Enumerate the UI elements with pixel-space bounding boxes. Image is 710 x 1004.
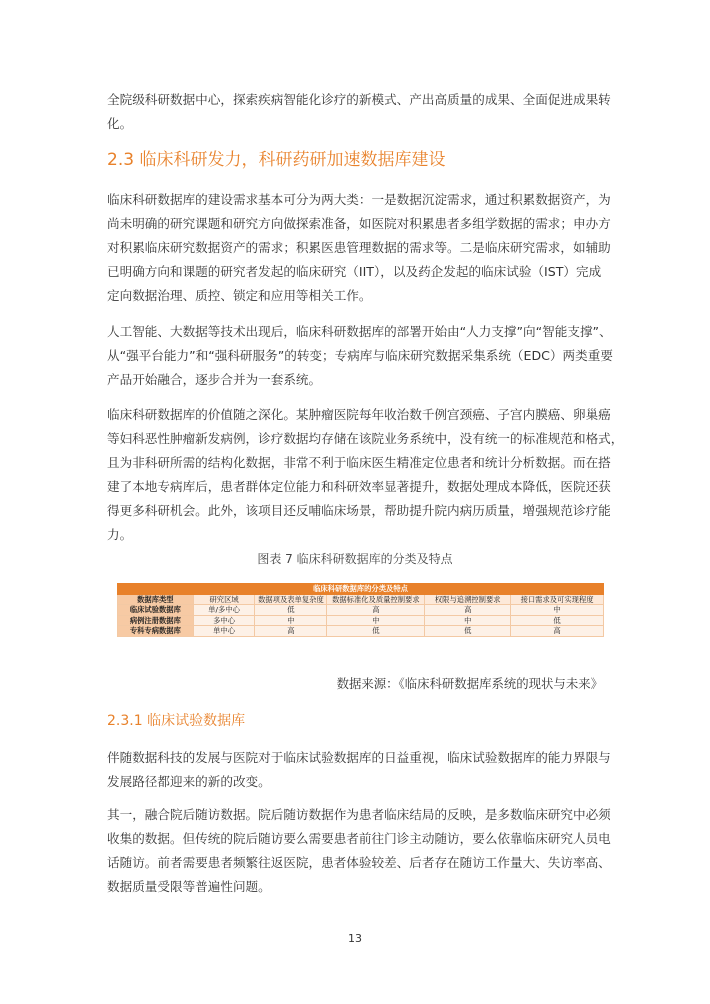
text-line: 产品开始融合，逐步合并为一套系统。 xyxy=(107,372,322,387)
paragraph-4 xyxy=(107,746,611,794)
column-header: 数据标准化及质量控制要求 xyxy=(327,594,425,605)
table-cell: 低 xyxy=(425,626,511,637)
text-line: 人工智能、大数据等技术出现后，临床科研数据库的部署开始由“人力支撑”向“智能支撑”、 xyxy=(107,324,612,339)
table-cell: 高 xyxy=(327,605,425,616)
text-line: 对积累临床研究数据资产的需求；积累医患管理数据的需求等。二是临床研究需求，如辅助 xyxy=(107,240,611,255)
page-number: 13 xyxy=(348,932,362,945)
paragraph-5 xyxy=(107,803,611,899)
text-line: 建了本地专病库后，患者群体定位能力和科研效率显著提升，数据处理成本降低，医院还获 xyxy=(107,479,611,494)
table-cell: 中 xyxy=(255,615,327,626)
table-cell: 单中心 xyxy=(193,626,255,637)
text-line: 尚未明确的研究课题和研究方向做探索准备，如医院对积累患者多组学数据的需求；申办方 xyxy=(107,216,611,231)
column-header: 研究区域 xyxy=(193,594,255,605)
text-line: 力。 xyxy=(107,527,133,542)
table-cell: 高 xyxy=(425,605,511,616)
intro-paragraph xyxy=(107,88,611,136)
table-row xyxy=(118,605,604,616)
column-header: 接口需求及可实现程度 xyxy=(511,594,604,605)
text-line: 临床科研数据库的价值随之深化。某肿瘤医院每年收治数千例宫颈癌、子宫内膜癌、卵巢癌 xyxy=(107,407,611,422)
text-line: 临床科研数据库的建设需求基本可分为两大类：一是数据沉淀需求，通过积累数据资产，为 xyxy=(107,192,611,207)
table-cell: 低 xyxy=(255,605,327,616)
paragraph-3 xyxy=(107,403,624,547)
table-cell: 中 xyxy=(511,605,604,616)
table-cell: 低 xyxy=(327,626,425,637)
table-title-row xyxy=(118,584,604,595)
text-line: 伴随数据科技的发展与医院对于临床试验数据库的日益重视，临床试验数据库的能力界限与 xyxy=(107,750,611,765)
table-cell: 多中心 xyxy=(193,615,255,626)
text-line: 已明确方向和课题的研究者发起的临床研究（IIT），以及药企发起的临床试验（IST）完成 xyxy=(107,264,602,279)
text-line: 等妇科恶性肿瘤新发病例，诊疗数据均存储在该院业务系统中，没有统一的标准规范和格式， xyxy=(107,431,624,446)
paragraph-2 xyxy=(107,320,613,392)
column-header: 权限与追溯控制要求 xyxy=(425,594,511,605)
text-line: 从“强平台能力”和“强科研服务”的转变；专病库与临床研究数据采集系统（EDC）两类重要 xyxy=(107,348,613,363)
classification-table xyxy=(117,583,604,637)
table-row xyxy=(118,626,604,637)
column-header: 数据库类型 xyxy=(118,594,194,605)
table-cell: 中 xyxy=(425,615,511,626)
table-cell: 单/多中心 xyxy=(193,605,255,616)
text-line: 收集的数据。但传统的院后随访要么需要患者前往门诊主动随访，要么依靠临床研究人员电 xyxy=(107,831,611,846)
table-cell: 病例注册数据库 xyxy=(118,615,194,626)
table-cell: 低 xyxy=(511,615,604,626)
text-line: 全院级科研数据中心，探索疾病智能化诊疗的新模式、产出高质量的成果、全面促进成果转 xyxy=(107,92,611,107)
table-cell: 高 xyxy=(255,626,327,637)
text-line: 得更多科研机会。此外，该项目还反哺临床场景，帮助提升院内病历质量，增强规范诊疗能 xyxy=(107,503,611,518)
text-line: 化。 xyxy=(107,116,133,131)
text-line: 定向数据治理、质控、锁定和应用等相关工作。 xyxy=(107,288,372,303)
table-cell: 高 xyxy=(511,626,604,637)
table-row xyxy=(118,615,604,626)
table-cell: 专科专病数据库 xyxy=(118,626,194,637)
text-line: 数据质量受限等普遍性问题。 xyxy=(107,879,271,894)
text-line: 话随访。前者需要患者频繁往返医院，患者体验较差、后者存在随访工作量大、失访率高、 xyxy=(107,855,611,870)
text-line: 且为非科研所需的结构化数据，非常不利于临床医生精准定位患者和统计分析数据。而在搭 xyxy=(107,455,611,470)
table-header-row xyxy=(118,594,604,605)
table-cell: 临床试验数据库 xyxy=(118,605,194,616)
subsection-heading: 2.3.1 临床试验数据库 xyxy=(107,713,246,729)
text-line: 发展路径都迎来的新的改变。 xyxy=(107,774,271,789)
source-note: 数据来源：《临床科研数据库系统的现状与未来》 xyxy=(336,676,603,691)
paragraph-1 xyxy=(107,188,611,308)
column-header: 数据项及表单复杂度 xyxy=(255,594,327,605)
table-cell: 中 xyxy=(327,615,425,626)
figure-caption: 图表 7 临床科研数据库的分类及特点 xyxy=(257,552,453,566)
section-heading: 2.3 临床科研发力，科研药研加速数据库建设 xyxy=(107,150,446,170)
table-title: 临床科研数据库的分类及特点 xyxy=(118,584,604,595)
text-line: 其一，融合院后随访数据。院后随访数据作为患者临床结局的反映，是多数临床研究中必须 xyxy=(107,807,611,822)
